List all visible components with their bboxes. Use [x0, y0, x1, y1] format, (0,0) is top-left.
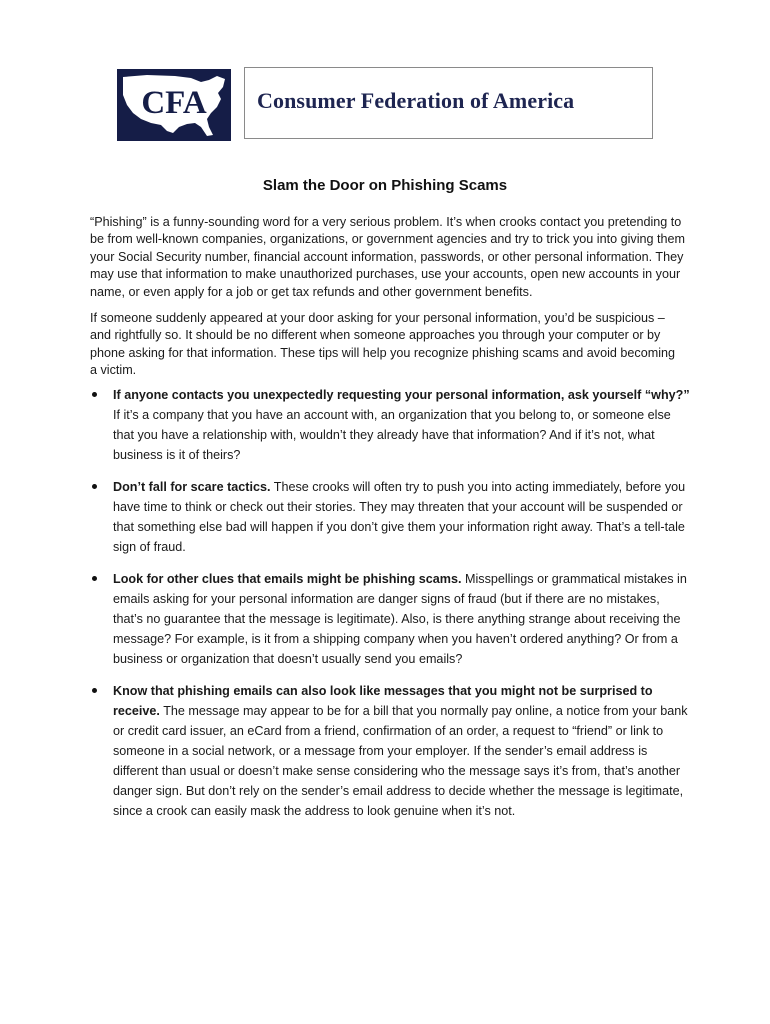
bullet-icon: [92, 392, 97, 397]
tip-lead: Don’t fall for scare tactics.: [113, 480, 271, 494]
cfa-logo: [117, 69, 231, 141]
bullet-icon: [92, 484, 97, 489]
tip-item: [90, 569, 690, 669]
tip-item: [90, 681, 690, 821]
context-paragraph: If someone suddenly appeared at your door asking for your personal information, you’d be suspicious – and rightfully so. It should be no different when someone approaches you through your computer or by phone asking for that information. These tips will help you recognize phishing scams and avoid becoming a victim.: [90, 311, 676, 378]
intro-paragraph: “Phishing” is a funny-sounding word for a very serious problem. It’s when crooks contact you pretending to be from well-known companies, organizations, or government agencies and try to trick you into giving them your Social Security number, financial account information, passwords, or other personal information. They may use that information to make unauthorized purchases, use your accounts, open new accounts in your name, or even apply for a job or get tax refunds and other government benefits.: [90, 215, 685, 299]
tip-lead: If anyone contacts you unexpectedly requesting your personal information, ask yourself “why?”: [113, 388, 690, 402]
logo-letters: CFA: [141, 85, 207, 121]
bullet-icon: [92, 576, 97, 581]
tip-lead: Look for other clues that emails might be phishing scams.: [113, 572, 462, 586]
tip-body: The message may appear to be for a bill that you normally pay online, a notice from your bank or credit card issuer, an eCard from a friend, confirmation of an order, a request to “friend” or link to someone in a social network, or a message from your employer. If the sender’s email address is different than usual or doesn’t make sense considering who the message says it’s from, that’s another danger sign. But don’t rely on the sender’s email address to decide whether the message is legitimate, since a crook can easily mask the address to look genuine when it’s not.: [113, 704, 688, 818]
tip-body: If it’s a company that you have an account with, an organization that you belong to, or someone else that you have a relationship with, wouldn’t they already have that information? And if it’s not, what business is it of theirs?: [113, 408, 671, 462]
tip-lead: Know that phishing emails can also look like messages that you might not be surprised to receive.: [113, 684, 653, 718]
tip-item: [90, 385, 690, 465]
tip-item: [90, 477, 690, 557]
tip-body: These crooks will often try to push you into acting immediately, before you have time to think or check out their stories. They may threaten that your account will be suspended or that something else bad will happen if you don’t give them your information right away. That’s a tell-tale sign of fraud.: [113, 480, 686, 554]
tips-list: [90, 385, 690, 833]
org-name: Consumer Federation of America: [257, 88, 575, 113]
bullet-icon: [92, 688, 97, 693]
org-banner: [244, 67, 653, 139]
document-title: Slam the Door on Phishing Scams: [262, 177, 508, 194]
tip-body: Misspellings or grammatical mistakes in emails asking for your personal information are danger signs of fraud (but if there are no mistakes, that’s no guarantee that the message is legitimate). Also, is there anything strange about receiving the message? For example, is it from a shipping company when you haven’t ordered anything? Or from a business or organization that doesn’t usually send you emails?: [113, 572, 687, 666]
